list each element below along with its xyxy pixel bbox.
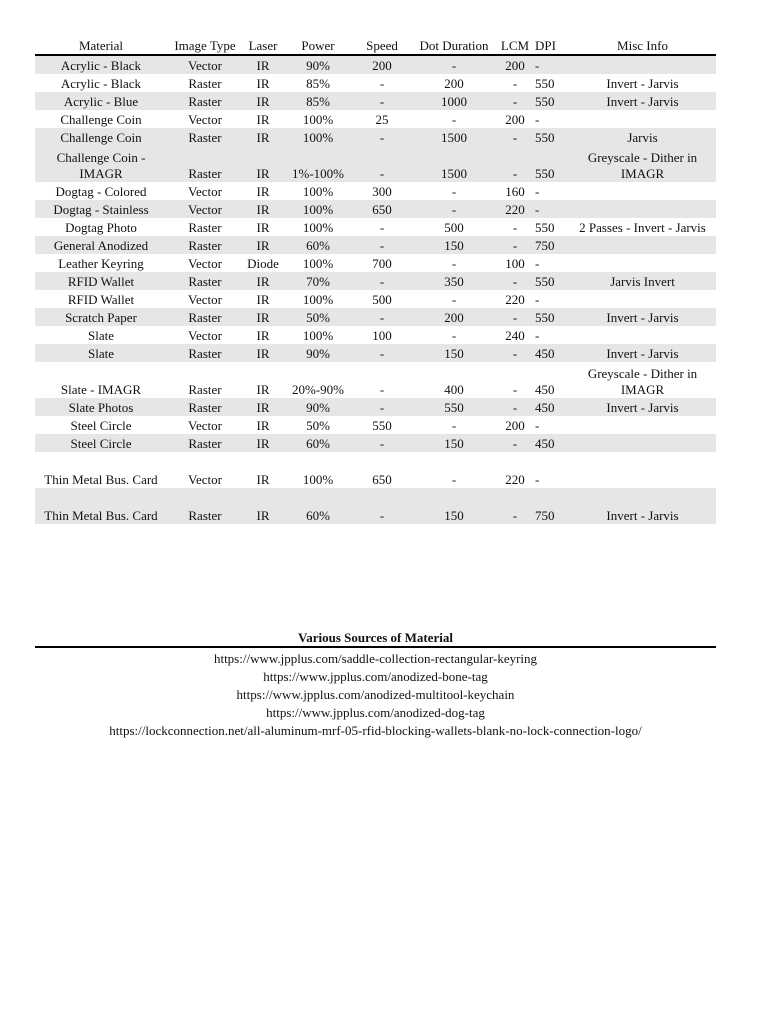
cell-speed: 650	[353, 200, 411, 218]
cell-lcm: 160	[505, 184, 525, 199]
cell-power: 60%	[283, 488, 353, 524]
cell-lcm: 220	[505, 292, 525, 307]
cell-laser: IR	[243, 272, 283, 290]
source-link[interactable]: https://lockconnection.net/all-aluminum-mrf-05-rfid-blocking-wallets-blank-no-lock-connection-logo/	[109, 723, 642, 738]
cell-image-type: Vector	[188, 472, 222, 487]
cell-lcm: -	[512, 76, 518, 91]
cell-power: 60%	[283, 434, 353, 452]
cell-laser: IR	[243, 128, 283, 146]
cell-material: Thin Metal Bus. Card	[44, 472, 158, 487]
cell-lcm: -	[497, 344, 533, 362]
source-link[interactable]: https://www.jpplus.com/anodized-bone-tag	[263, 669, 488, 684]
table-row	[35, 488, 716, 524]
cell-lcm: -	[497, 236, 533, 254]
cell-lcm: -	[497, 434, 533, 452]
source-link[interactable]: https://www.jpplus.com/anodized-multitool-keychain	[236, 687, 515, 702]
cell-material: Challenge Coin - IMAGR	[35, 146, 167, 182]
header-power: Power	[283, 36, 353, 55]
cell-image-type: Raster	[188, 382, 222, 397]
cell-material: Slate - IMAGR	[60, 382, 142, 397]
table-row	[35, 308, 716, 326]
cell-misc-info	[569, 110, 716, 128]
header-dpi: DPI	[533, 36, 569, 55]
cell-dot-duration: 150	[411, 488, 497, 524]
cell-dot-duration: -	[451, 292, 457, 307]
cell-misc-info: Jarvis Invert	[569, 272, 716, 290]
cell-image-type: Raster	[167, 398, 243, 416]
cell-laser: IR	[256, 418, 270, 433]
cell-material: Slate	[35, 344, 167, 362]
cell-laser: IR	[243, 488, 283, 524]
cell-power: 100%	[302, 292, 334, 307]
cell-image-type: Vector	[188, 292, 222, 307]
header-lcm: LCM	[497, 36, 533, 55]
cell-lcm: -	[497, 308, 533, 326]
cell-image-type: Vector	[188, 328, 222, 343]
cell-image-type: Raster	[167, 308, 243, 326]
cell-power: 50%	[283, 308, 353, 326]
table-row	[35, 74, 716, 92]
cell-speed: -	[353, 236, 411, 254]
cell-misc-info: Greyscale - Dither in IMAGR	[587, 366, 698, 397]
table-row	[35, 290, 716, 308]
cell-dot-duration: 200	[411, 308, 497, 326]
table-row	[35, 200, 716, 218]
cell-dpi: 550	[533, 92, 569, 110]
cell-dot-duration: -	[451, 328, 457, 343]
cell-power: 100%	[302, 184, 334, 199]
cell-power: 1%-100%	[283, 146, 353, 182]
cell-image-type: Vector	[188, 184, 222, 199]
cell-dot-duration: 350	[411, 272, 497, 290]
cell-power: 90%	[283, 344, 353, 362]
cell-misc-info: Invert - Jarvis	[569, 488, 716, 524]
header-speed: Speed	[353, 36, 411, 55]
cell-power: 90%	[283, 398, 353, 416]
cell-dot-duration: -	[451, 256, 457, 271]
cell-dpi: 450	[533, 398, 569, 416]
cell-dpi: 450	[533, 434, 569, 452]
cell-misc-info	[569, 200, 716, 218]
cell-laser: IR	[243, 236, 283, 254]
cell-dot-duration: 1000	[411, 92, 497, 110]
cell-misc-info	[569, 254, 716, 272]
cell-material: Scratch Paper	[35, 308, 167, 326]
header-image-type: Image Type	[167, 36, 243, 55]
table-row	[35, 452, 716, 488]
cell-dot-duration: -	[411, 200, 497, 218]
cell-lcm: -	[497, 92, 533, 110]
cell-dpi: -	[535, 328, 540, 343]
cell-lcm: 100	[505, 256, 525, 271]
cell-material: Dogtag - Stainless	[35, 200, 167, 218]
cell-lcm: -	[497, 146, 533, 182]
cell-lcm: -	[497, 128, 533, 146]
cell-misc-info: 2 Passes - Invert - Jarvis	[579, 220, 706, 235]
cell-dot-duration: 1500	[411, 146, 497, 182]
cell-dot-duration: 550	[411, 398, 497, 416]
cell-laser: IR	[243, 434, 283, 452]
cell-speed: -	[353, 92, 411, 110]
cell-lcm: 220	[505, 472, 525, 487]
cell-material: Leather Keyring	[58, 256, 144, 271]
cell-dpi: 550	[533, 272, 569, 290]
cell-dpi: -	[535, 256, 540, 271]
cell-dpi: 550	[535, 220, 555, 235]
table-row	[35, 398, 716, 416]
cell-laser: IR	[243, 92, 283, 110]
sources-section	[35, 630, 716, 740]
cell-material: General Anodized	[35, 236, 167, 254]
cell-power: 70%	[283, 272, 353, 290]
header-material: Material	[35, 36, 167, 55]
cell-image-type: Raster	[167, 236, 243, 254]
cell-misc-info	[569, 326, 716, 344]
cell-dot-duration: 200	[444, 76, 464, 91]
cell-speed: 700	[372, 256, 392, 271]
cell-misc-info: Invert - Jarvis	[569, 92, 716, 110]
cell-dot-duration: 150	[411, 434, 497, 452]
cell-dpi: 750	[533, 488, 569, 524]
cell-speed: 25	[375, 112, 389, 127]
cell-dpi: -	[535, 184, 540, 199]
header-laser: Laser	[243, 36, 283, 55]
cell-laser: IR	[256, 382, 270, 397]
header-dot-duration: Dot Duration	[411, 36, 497, 55]
cell-dpi: 750	[533, 236, 569, 254]
cell-laser: IR	[243, 308, 283, 326]
cell-speed: -	[379, 220, 385, 235]
cell-laser: IR	[243, 344, 283, 362]
table-row	[35, 362, 716, 398]
table-row	[35, 254, 716, 272]
cell-material: Steel Circle	[35, 434, 167, 452]
cell-power: 90%	[283, 55, 353, 74]
cell-speed: 550	[372, 418, 392, 433]
cell-power: 100%	[302, 220, 334, 235]
table-row	[35, 272, 716, 290]
table-row	[35, 416, 716, 434]
cell-laser: IR	[243, 398, 283, 416]
table-row	[35, 55, 716, 74]
cell-lcm: 240	[505, 328, 525, 343]
cell-laser: IR	[256, 184, 270, 199]
cell-misc-info	[569, 182, 716, 200]
cell-material: Challenge Coin	[60, 112, 142, 127]
cell-dpi: -	[533, 55, 569, 74]
table-row	[35, 128, 716, 146]
cell-misc-info: Invert - Jarvis	[569, 344, 716, 362]
cell-power: 85%	[306, 76, 330, 91]
cell-material: Steel Circle	[70, 418, 132, 433]
cell-material: Acrylic - Black	[35, 55, 167, 74]
cell-dot-duration: 1500	[411, 128, 497, 146]
sources-list	[35, 650, 716, 740]
cell-laser: IR	[243, 146, 283, 182]
cell-speed: -	[379, 76, 385, 91]
cell-power: 100%	[283, 128, 353, 146]
cell-speed: -	[353, 344, 411, 362]
cell-dpi: 550	[533, 308, 569, 326]
cell-dpi: 550	[535, 76, 555, 91]
cell-laser: IR	[256, 220, 270, 235]
cell-speed: -	[353, 128, 411, 146]
cell-material: Dogtag Photo	[65, 220, 137, 235]
table-body	[35, 55, 716, 524]
cell-speed: -	[353, 146, 411, 182]
cell-image-type: Raster	[188, 220, 222, 235]
cell-lcm: -	[512, 382, 518, 397]
cell-speed: 100	[372, 328, 392, 343]
cell-dpi: 450	[535, 382, 555, 397]
cell-material: Challenge Coin	[35, 128, 167, 146]
cell-misc-info: Jarvis	[569, 128, 716, 146]
table-row	[35, 236, 716, 254]
sources-title: Various Sources of Material	[35, 630, 716, 648]
cell-power: 100%	[302, 256, 334, 271]
cell-image-type: Raster	[167, 488, 243, 524]
table-row	[35, 326, 716, 344]
header-misc-info: Misc Info	[569, 36, 716, 55]
cell-image-type: Raster	[167, 146, 243, 182]
table-row	[35, 434, 716, 452]
cell-laser: IR	[256, 292, 270, 307]
cell-dot-duration: -	[451, 472, 457, 487]
table-row	[35, 182, 716, 200]
cell-dpi: -	[533, 200, 569, 218]
cell-image-type: Vector	[167, 200, 243, 218]
cell-image-type: Raster	[167, 272, 243, 290]
cell-misc-info	[569, 236, 716, 254]
cell-dpi: -	[535, 472, 540, 487]
cell-material: Slate Photos	[35, 398, 167, 416]
cell-laser: IR	[256, 472, 270, 487]
cell-image-type: Vector	[188, 418, 222, 433]
cell-lcm: -	[497, 398, 533, 416]
cell-lcm: 200	[505, 112, 525, 127]
cell-dpi: -	[535, 292, 540, 307]
cell-power: 100%	[302, 328, 334, 343]
cell-speed: 650	[372, 472, 392, 487]
cell-material: Dogtag - Colored	[55, 184, 147, 199]
cell-misc-info	[569, 55, 716, 74]
cell-lcm: -	[512, 220, 518, 235]
cell-image-type: Raster	[167, 434, 243, 452]
cell-dot-duration: -	[411, 55, 497, 74]
cell-lcm: -	[497, 488, 533, 524]
cell-lcm: 220	[497, 200, 533, 218]
cell-speed: 200	[353, 55, 411, 74]
cell-dot-duration: 500	[444, 220, 464, 235]
cell-image-type: Vector	[188, 256, 222, 271]
cell-dpi: 550	[533, 146, 569, 182]
cell-misc-info	[569, 290, 716, 308]
cell-speed: -	[353, 434, 411, 452]
cell-laser: IR	[243, 200, 283, 218]
table-row	[35, 344, 716, 362]
cell-dpi: 550	[533, 128, 569, 146]
cell-material: Slate	[88, 328, 114, 343]
cell-dpi: 450	[533, 344, 569, 362]
cell-material: Acrylic - Black	[60, 76, 142, 91]
cell-laser: IR	[256, 112, 270, 127]
cell-dpi: -	[535, 418, 540, 433]
cell-power: 100%	[302, 112, 334, 127]
table-header-row	[35, 36, 716, 55]
cell-misc-info	[569, 416, 716, 434]
cell-image-type: Vector	[188, 112, 222, 127]
cell-dpi: -	[535, 112, 540, 127]
cell-speed: -	[353, 272, 411, 290]
cell-misc-info: Greyscale - Dither in IMAGR	[569, 146, 716, 182]
cell-misc-info	[569, 452, 716, 488]
cell-speed: -	[353, 488, 411, 524]
cell-dot-duration: 150	[411, 344, 497, 362]
cell-power: 60%	[283, 236, 353, 254]
source-link[interactable]: https://www.jpplus.com/anodized-dog-tag	[266, 705, 485, 720]
cell-misc-info	[569, 434, 716, 452]
cell-image-type: Raster	[167, 128, 243, 146]
cell-dot-duration: -	[451, 418, 457, 433]
cell-dot-duration: -	[451, 184, 457, 199]
cell-lcm: 200	[505, 418, 525, 433]
cell-laser: IR	[256, 328, 270, 343]
cell-laser: Diode	[247, 256, 279, 271]
cell-lcm: -	[497, 272, 533, 290]
cell-material: Acrylic - Blue	[35, 92, 167, 110]
cell-misc-info: Invert - Jarvis	[569, 308, 716, 326]
cell-dot-duration: 150	[411, 236, 497, 254]
cell-power: 20%-90%	[292, 382, 344, 397]
cell-image-type: Vector	[167, 55, 243, 74]
laser-settings-table	[35, 36, 716, 524]
table-row	[35, 146, 716, 182]
table-row	[35, 92, 716, 110]
cell-material: Thin Metal Bus. Card	[35, 488, 167, 524]
cell-image-type: Raster	[188, 76, 222, 91]
table-row	[35, 110, 716, 128]
cell-power: 100%	[302, 472, 334, 487]
cell-misc-info: Invert - Jarvis	[606, 76, 679, 91]
cell-lcm: 200	[497, 55, 533, 74]
cell-power: 100%	[283, 200, 353, 218]
cell-speed: -	[353, 308, 411, 326]
cell-power: 50%	[306, 418, 330, 433]
table-row	[35, 218, 716, 236]
source-link[interactable]: https://www.jpplus.com/saddle-collection-rectangular-keyring	[213, 651, 538, 666]
cell-speed: -	[379, 382, 385, 397]
cell-material: RFID Wallet	[35, 272, 167, 290]
cell-speed: 300	[372, 184, 392, 199]
cell-misc-info: Invert - Jarvis	[569, 398, 716, 416]
cell-dot-duration: -	[451, 112, 457, 127]
cell-speed: -	[353, 398, 411, 416]
cell-material: RFID Wallet	[67, 292, 135, 307]
cell-image-type: Raster	[167, 92, 243, 110]
cell-laser: IR	[256, 76, 270, 91]
cell-laser: IR	[243, 55, 283, 74]
cell-speed: 500	[372, 292, 392, 307]
cell-image-type: Raster	[167, 344, 243, 362]
cell-dot-duration: 400	[444, 382, 464, 397]
cell-power: 85%	[283, 92, 353, 110]
